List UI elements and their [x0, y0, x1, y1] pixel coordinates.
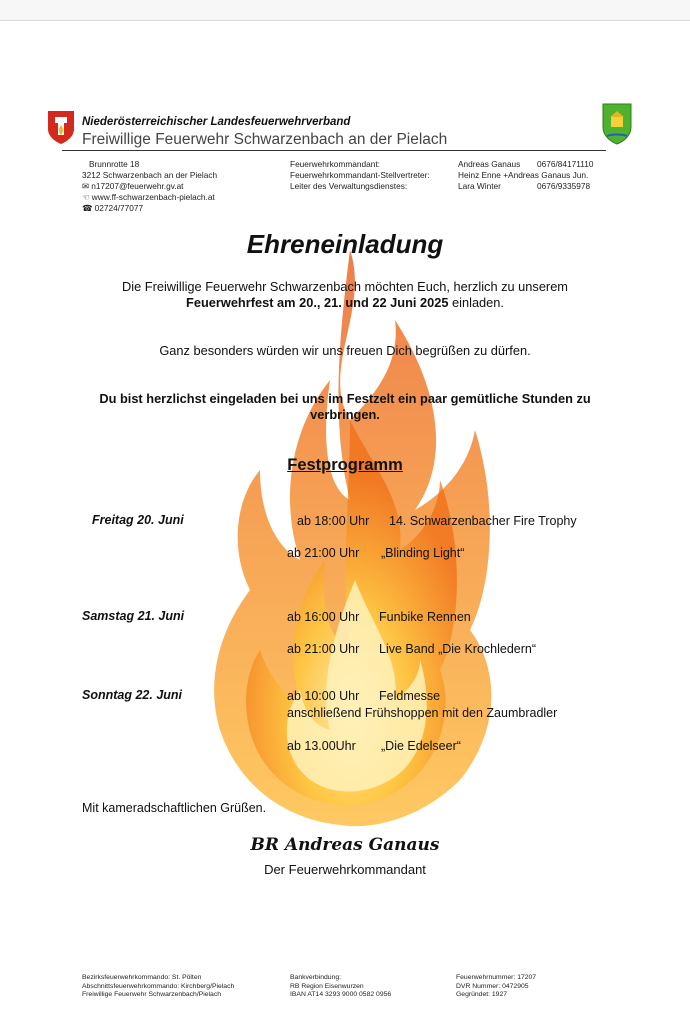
- saturday-time-2: ab 21:00 Uhr: [287, 642, 360, 656]
- sunday-extra: anschließend Frühshoppen mit den Zaumbradler: [287, 706, 558, 720]
- friday-label: Freitag 20. Juni: [92, 513, 184, 527]
- friday-event-2: „Blinding Light“: [381, 546, 465, 560]
- greeting: Mit kameradschaftlichen Grüßen.: [82, 801, 267, 815]
- role-2-name: Heinz Enne +Andreas Ganaus Jun.: [458, 170, 589, 180]
- fire-brigade-logo-icon: [46, 109, 76, 145]
- address-street: Brunnrotte 18: [89, 159, 140, 169]
- footer-line: RB Region Eisenwurzen: [290, 982, 364, 990]
- sunday-label: Sonntag 22. Juni: [82, 688, 183, 702]
- header-divider: [62, 150, 606, 151]
- footer-line: DVR Nummer: 0472905: [456, 982, 529, 990]
- address-phone-row: [82, 203, 143, 214]
- intro-tail: einladen.: [448, 295, 504, 310]
- org-name-line2: Freiwillige Feuerwehr Schwarzenbach an der Pielach: [82, 131, 448, 148]
- phone-text: 02724/77077: [94, 203, 144, 213]
- friday-event-1: 14. Schwarzenbacher Fire Trophy: [389, 514, 577, 528]
- saturday-event-2: Live Band „Die Krochledern“: [379, 642, 537, 656]
- address-city: 3212 Schwarzenbach an der Pielach: [82, 170, 218, 180]
- welcome-line: Ganz besonders würden wir uns freuen Dich begrüßen zu dürfen.: [159, 343, 531, 358]
- envelope-icon: ✉: [82, 181, 89, 191]
- intro-line2: [60, 295, 630, 311]
- role-1-name: Andreas Ganaus: [458, 159, 521, 169]
- invitation-line: Du bist herzlichst eingeladen bei uns im Festzelt ein paar gemütliche Stunden zu verbringen.: [99, 391, 591, 422]
- saturday-label: Samstag 21. Juni: [82, 609, 185, 623]
- sunday-event-2: „Die Edelseer“: [381, 739, 461, 753]
- fest-dates: Feuerwehrfest am 20., 21. und 22 Juni 2025: [186, 295, 449, 310]
- footer-col-3: [456, 974, 536, 1000]
- friday-time-1: ab 18:00 Uhr: [297, 514, 370, 528]
- footer-line: IBAN AT14 3293 9000 0582 0956: [290, 991, 392, 999]
- org-name-line1: Niederösterreichischer Landesfeuerwehrverband: [82, 116, 351, 128]
- footer-line: Abschnittsfeuerwehrkommando: Kirchberg/Pielach: [82, 982, 235, 990]
- footer-line: Freiwillige Feuerwehr Schwarzenbach/Pielach: [82, 991, 222, 999]
- browser-top-bar: [0, 0, 690, 21]
- address-web-row: [82, 192, 215, 203]
- address-email-row: [82, 181, 184, 192]
- friday-time-2: ab 21:00 Uhr: [287, 546, 360, 560]
- role-3-name: Lara Winter: [458, 181, 501, 191]
- email-text: n17207@feuerwehr.gv.at: [91, 181, 184, 191]
- intro-line1: Die Freiwillige Feuerwehr Schwarzenbach möchten Euch, herzlich zu unserem: [122, 279, 568, 294]
- signer-title: Der Feuerwehrkommandant: [264, 862, 426, 877]
- sunday-time-1: ab 10:00 Uhr: [287, 689, 360, 703]
- footer-line: Gegründet: 1927: [456, 991, 508, 999]
- footer-col-1: [82, 974, 234, 1000]
- role-1-label: Feuerwehrkommandant:: [290, 159, 380, 169]
- program-heading: Festprogramm: [287, 456, 403, 474]
- footer-line: Bezirksfeuerwehrkommando: St. Pölten: [82, 974, 202, 981]
- signature: BR Andreas Ganaus: [250, 835, 440, 855]
- footer-line: Bankverbindung:: [290, 974, 342, 981]
- role-1-phone: 0676/84171110: [537, 159, 594, 169]
- municipal-crest-icon: [602, 103, 632, 145]
- pointer-icon: ☜: [82, 192, 90, 202]
- sunday-event-1: Feldmesse: [379, 689, 441, 703]
- role-3-phone: 0676/9335978: [537, 181, 591, 191]
- saturday-time-1: ab 16:00 Uhr: [287, 610, 360, 624]
- page-title: Ehreneinladung: [246, 229, 444, 259]
- web-text: www.ff-schwarzenbach-pielach.at: [91, 192, 215, 202]
- saturday-event-1: Funbike Rennen: [379, 610, 471, 624]
- footer-line: Feuerwehrnummer: 17207: [456, 974, 537, 981]
- phone-icon: ☎: [82, 203, 93, 213]
- role-2-label: Feuerwehrkommandant-Stellvertreter:: [290, 170, 430, 180]
- sunday-time-2: ab 13.00Uhr: [287, 739, 356, 753]
- footer-col-2: [290, 974, 391, 1000]
- role-3-label: Leiter des Verwaltungsdienstes:: [290, 181, 408, 191]
